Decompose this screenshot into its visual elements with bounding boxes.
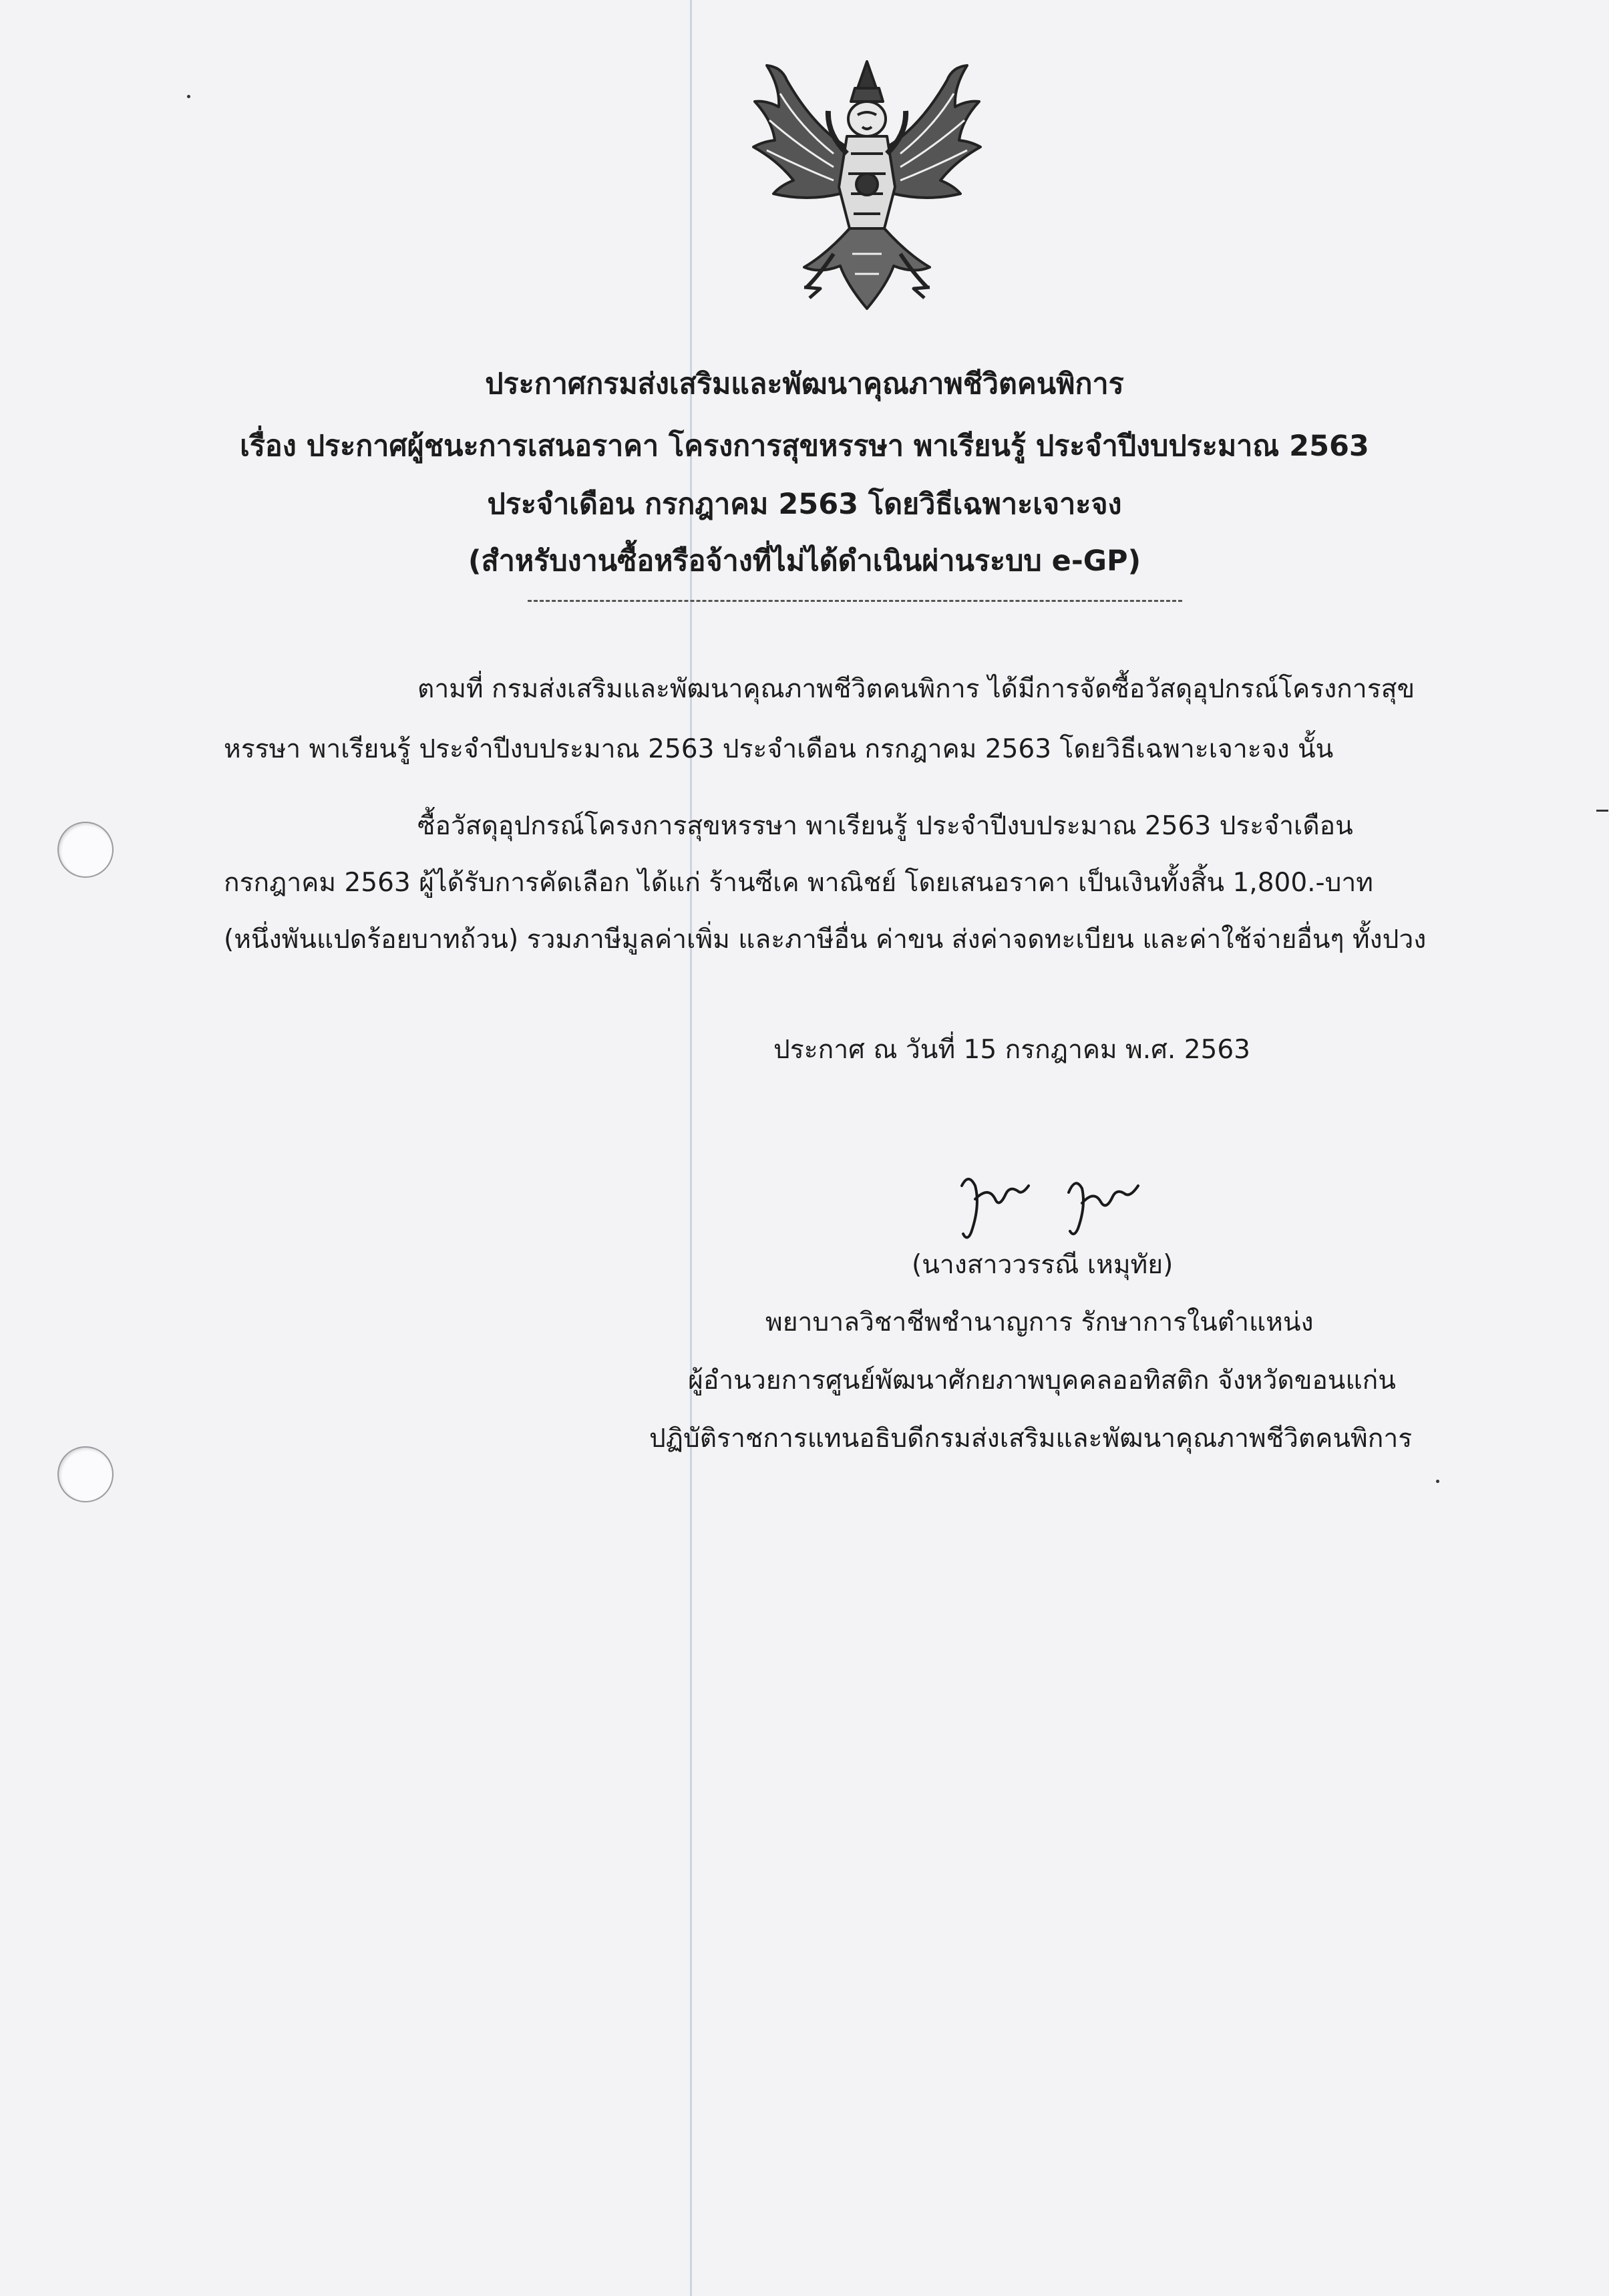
garuda-emblem-icon	[740, 53, 994, 321]
signatory-title-2: ผู้อำนวยการศูนย์พัฒนาศักยภาพบุคคลออทิสติก จังหวัดขอนแก่น	[688, 1365, 1396, 1396]
scan-speck	[1436, 1480, 1439, 1483]
header-subject: เรื่อง ประกาศผู้ชนะการเสนอราคา โครงการสุขหรรษา พาเรียนรู้ ประจำปีงบประมาณ 2563	[240, 430, 1369, 463]
dashed-divider	[528, 600, 1182, 602]
paragraph2-line1: ซื้อวัสดุอุปกรณ์โครงการสุขหรรษา พาเรียนรู้ ประจำปีงบประมาณ 2563 ประจำเดือน	[417, 811, 1353, 841]
signatory-name: (นางสาววรรณี เหมุทัย)	[912, 1250, 1174, 1280]
signatory-title-1: พยาบาลวิชาชีพชำนาญการ รักษาการในตำแหน่ง	[765, 1307, 1314, 1337]
page-crease	[690, 0, 692, 2296]
header-note: (สำหรับงานซื้อหรือจ้างที่ไม่ได้ดำเนินผ่านระบบ e-GP)	[468, 544, 1141, 578]
punch-hole	[57, 1446, 114, 1502]
scan-speck	[1596, 810, 1608, 812]
header-agency: ประกาศกรมส่งเสริมและพัฒนาคุณภาพชีวิตคนพิการ	[485, 367, 1124, 401]
paragraph1-line1: ตามที่ กรมส่งเสริมและพัฒนาคุณภาพชีวิตคนพิการ ได้มีการจัดซื้อวัสดุอุปกรณ์โครงการสุข	[417, 674, 1415, 704]
signatory-title-3: ปฏิบัติราชการแทนอธิบดีกรมส่งเสริมและพัฒนาคุณภาพชีวิตคนพิการ	[649, 1424, 1413, 1454]
punch-hole	[57, 822, 114, 878]
paragraph1-line2: หรรษา พาเรียนรู้ ประจำปีงบประมาณ 2563 ประจำเดือน กรกฎาคม 2563 โดยวิธีเฉพาะเจาะจง นั้น	[224, 734, 1334, 764]
announce-date: ประกาศ ณ วันที่ 15 กรกฎาคม พ.ศ. 2563	[773, 1035, 1250, 1065]
header-period: ประจำเดือน กรกฎาคม 2563 โดยวิธีเฉพาะเจาะจง	[487, 488, 1122, 521]
scan-speck	[187, 95, 190, 98]
paragraph2-line2: กรกฎาคม 2563 ผู้ได้รับการคัดเลือก ได้แก่ ร้านซีเค พาณิชย์ โดยเสนอราคา เป็นเงินทั้งสิ้น 1,800.-บาท	[224, 868, 1373, 898]
handwritten-signature	[948, 1159, 1162, 1246]
paragraph2-line3: (หนึ่งพันแปดร้อยบาทถ้วน) รวมภาษีมูลค่าเพิ่ม และภาษีอื่น ค่าขน ส่งค่าจดทะเบียน และค่าใช้จ่ายอื่นๆ ทั้งปวง	[224, 925, 1427, 955]
